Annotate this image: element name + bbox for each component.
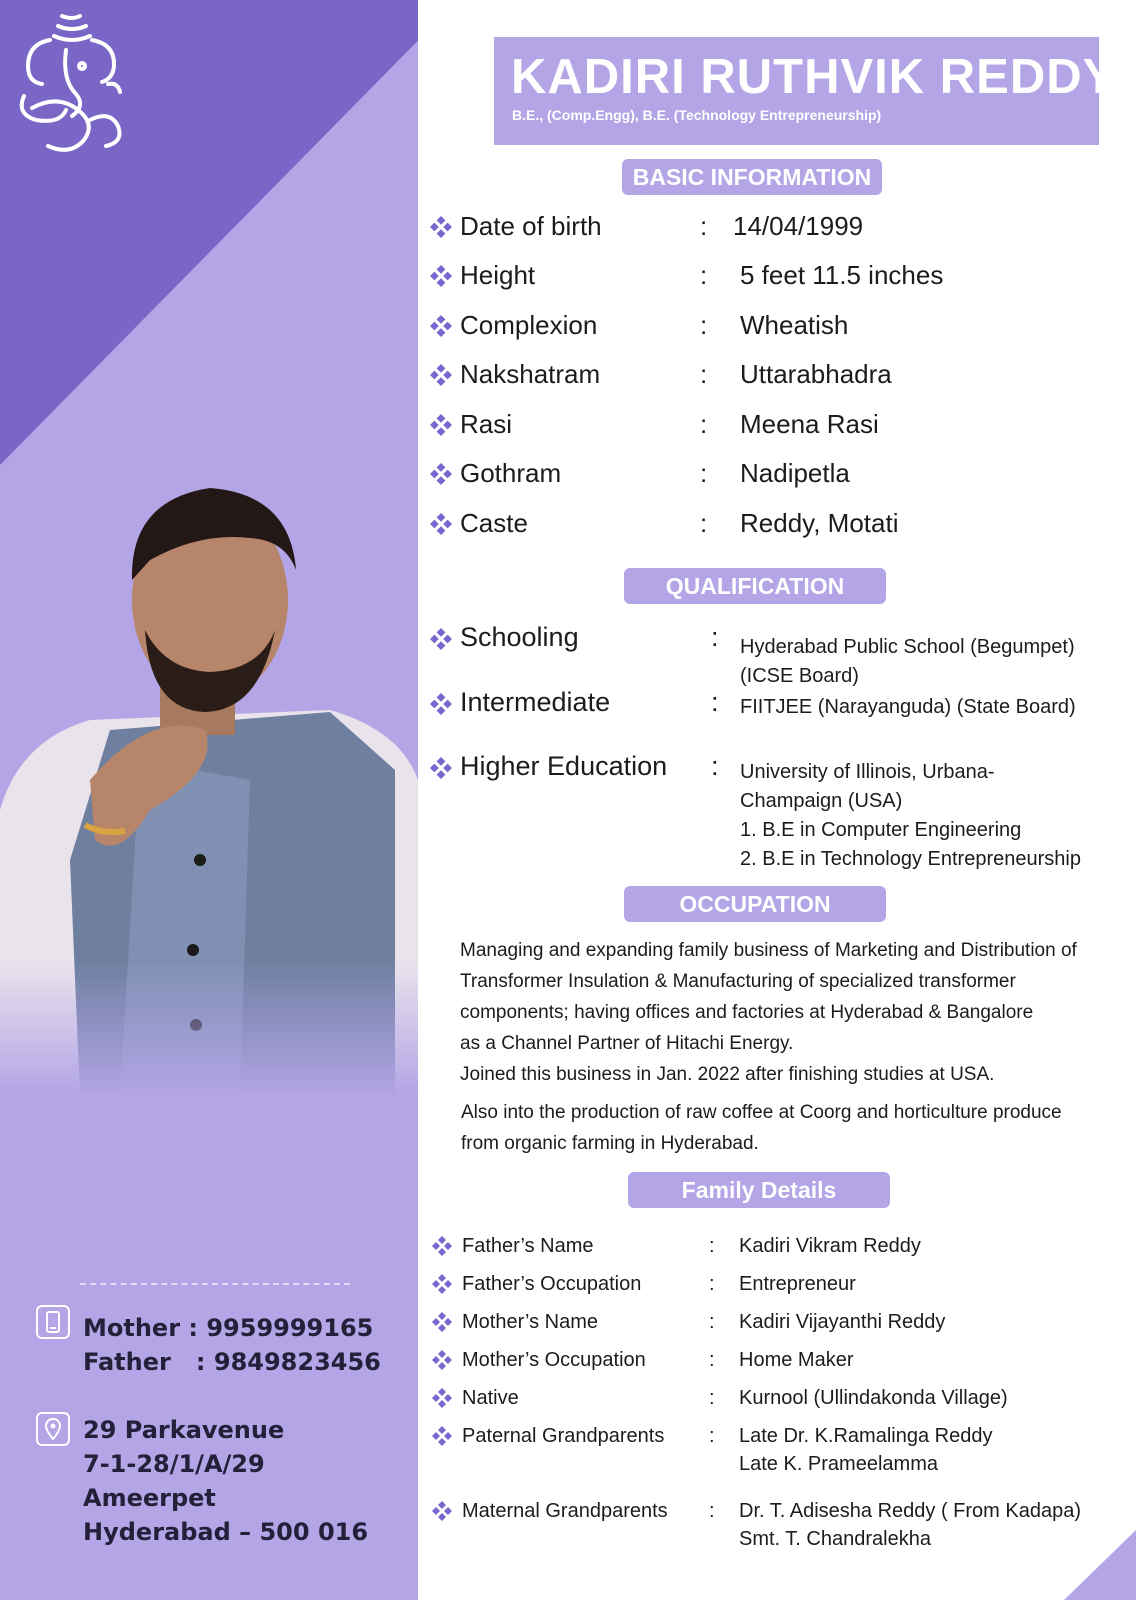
family-row-value: Dr. T. Adisesha Reddy ( From Kadapa) xyxy=(739,1500,1082,1522)
family-row-bullet xyxy=(432,1388,452,1413)
family-row-bullet xyxy=(432,1426,452,1451)
basic-row-label: Rasi xyxy=(460,409,513,439)
basic-row-colon: : xyxy=(700,508,708,538)
basic-row-bullet xyxy=(430,364,452,391)
basic-row-bullet xyxy=(430,463,452,490)
basic-row-value: 5 feet 11.5 inches xyxy=(740,260,944,290)
portrait-photo xyxy=(0,480,418,1095)
candidate-name: KADIRI RUTHVIK REDDY xyxy=(511,50,1117,104)
qualification-row-label: Intermediate xyxy=(460,687,611,717)
family-row-bullet xyxy=(432,1312,452,1337)
diamond-bullet-icon xyxy=(432,1312,452,1332)
diamond-bullet-icon xyxy=(430,693,452,715)
family-row-label: Mother’s Occupation xyxy=(462,1349,646,1371)
qualification-row-bullet xyxy=(430,693,452,720)
qualification-row-colon: : xyxy=(711,622,719,652)
family-row-colon: : xyxy=(709,1273,715,1295)
corner-triangle xyxy=(1064,1530,1136,1600)
basic-row-bullet xyxy=(430,265,452,292)
family-row-colon: : xyxy=(709,1425,715,1447)
diamond-bullet-icon xyxy=(432,1236,452,1256)
address-line-2: 7-1-28/1/A/29 xyxy=(83,1450,265,1478)
family-row-label: Father’s Name xyxy=(462,1235,594,1257)
family-row-value: Kadiri Vikram Reddy xyxy=(739,1235,921,1257)
diamond-bullet-icon xyxy=(430,414,452,436)
mobile-phone-icon xyxy=(36,1305,70,1339)
candidate-degrees: B.E., (Comp.Engg), B.E. (Technology Entrepreneurship) xyxy=(512,107,882,123)
family-row-bullet xyxy=(432,1274,452,1299)
family-row-value: Home Maker xyxy=(739,1349,854,1371)
qualification-row-colon: : xyxy=(711,687,719,717)
qualification-row-bullet xyxy=(430,628,452,655)
father-phone: Father : 9849823456 xyxy=(83,1348,381,1376)
diamond-bullet-icon xyxy=(430,364,452,386)
occupation-line: components; having offices and factories at Hyderabad & Bangalore xyxy=(460,1002,1034,1023)
basic-row-colon: : xyxy=(700,211,708,241)
basic-row-bullet xyxy=(430,513,452,540)
occupation-line: as a Channel Partner of Hitachi Energy. xyxy=(460,1033,794,1054)
basic-row-label: Date of birth xyxy=(460,211,602,241)
family-row-bullet xyxy=(432,1501,452,1526)
basic-row-value: 14/04/1999 xyxy=(733,211,864,241)
family-row-label: Father’s Occupation xyxy=(462,1273,642,1295)
occupation-title: OCCUPATION xyxy=(624,886,886,922)
basic-row-label: Caste xyxy=(460,508,528,538)
diamond-bullet-icon xyxy=(430,628,452,650)
qualification-row-label: Higher Education xyxy=(460,751,668,781)
qualification-row-value: Champaign (USA) xyxy=(740,790,903,812)
family-row-value: Smt. T. Chandralekha xyxy=(739,1528,931,1550)
family-row-label: Native xyxy=(462,1387,519,1409)
occupation-line: Managing and expanding family business of Marketing and Distribution of xyxy=(460,940,1077,961)
basic-row-colon: : xyxy=(700,310,708,340)
occupation-line: Joined this business in Jan. 2022 after finishing studies at USA. xyxy=(460,1064,995,1085)
family-row-value: Kurnool (Ullindakonda Village) xyxy=(739,1387,1008,1409)
diamond-bullet-icon xyxy=(430,265,452,287)
diamond-bullet-icon xyxy=(430,463,452,485)
qualification-title: QUALIFICATION xyxy=(624,568,886,604)
basic-row-value: Meena Rasi xyxy=(740,409,879,439)
family-row-label: Mother’s Name xyxy=(462,1311,598,1333)
basic-row-bullet xyxy=(430,315,452,342)
family-row-bullet xyxy=(432,1236,452,1261)
family-row-value: Late K. Prameelamma xyxy=(739,1453,938,1475)
qualification-row-value: (ICSE Board) xyxy=(740,665,859,687)
basic-row-colon: : xyxy=(700,359,708,389)
basic-row-bullet xyxy=(430,216,452,243)
diamond-bullet-icon xyxy=(432,1501,452,1521)
address-line-3: Ameerpet xyxy=(83,1484,216,1512)
occupation-line: Transformer Insulation & Manufacturing of specialized transformer xyxy=(460,971,1016,992)
basic-row-value: Reddy, Motati xyxy=(740,508,899,538)
basic-row-label: Nakshatram xyxy=(460,359,601,389)
qualification-row-value: University of Illinois, Urbana- xyxy=(740,761,995,783)
qualification-row-colon: : xyxy=(711,751,719,781)
basic-information-title: BASIC INFORMATION xyxy=(622,159,882,195)
basic-row-bullet xyxy=(430,414,452,441)
diamond-bullet-icon xyxy=(432,1350,452,1370)
diamond-bullet-icon xyxy=(430,513,452,535)
left-panel xyxy=(0,0,418,1600)
diamond-bullet-icon xyxy=(432,1426,452,1446)
mother-phone: Mother : 9959999165 xyxy=(83,1314,374,1342)
family-row-bullet xyxy=(432,1350,452,1375)
family-row-colon: : xyxy=(709,1387,715,1409)
diamond-bullet-icon xyxy=(430,216,452,238)
family-row-label: Maternal Grandparents xyxy=(462,1500,668,1522)
basic-row-label: Complexion xyxy=(460,310,598,340)
divider xyxy=(80,1283,350,1285)
qualification-row-value: 1. B.E in Computer Engineering xyxy=(740,819,1022,841)
family-row-value: Kadiri Vijayanthi Reddy xyxy=(739,1311,946,1333)
family-details-title: Family Details xyxy=(628,1172,890,1208)
occupation-line: Also into the production of raw coffee at Coorg and horticulture produce xyxy=(461,1102,1062,1123)
name-header xyxy=(494,37,1117,145)
family-row-colon: : xyxy=(709,1311,715,1333)
address-line-1: 29 Parkavenue xyxy=(83,1416,285,1444)
qualification-row-value: 2. B.E in Technology Entrepreneurship xyxy=(740,848,1081,870)
family-row-colon: : xyxy=(709,1500,715,1522)
basic-row-label: Height xyxy=(460,260,536,290)
qualification-row-value: Hyderabad Public School (Begumpet) xyxy=(740,636,1075,658)
basic-row-value: Nadipetla xyxy=(740,458,850,488)
family-row-value: Late Dr. K.Ramalinga Reddy xyxy=(739,1425,993,1447)
family-row-colon: : xyxy=(709,1349,715,1371)
family-row-value: Entrepreneur xyxy=(739,1273,856,1295)
basic-row-colon: : xyxy=(700,260,708,290)
ganesha-om-logo-icon xyxy=(10,10,125,155)
qualification-row-label: Schooling xyxy=(460,622,579,652)
diamond-bullet-icon xyxy=(432,1388,452,1408)
family-row-colon: : xyxy=(709,1235,715,1257)
diamond-bullet-icon xyxy=(430,315,452,337)
address-line-4: Hyderabad – 500 016 xyxy=(83,1518,369,1546)
basic-row-value: Uttarabhadra xyxy=(740,359,892,389)
basic-row-value: Wheatish xyxy=(740,310,849,340)
basic-row-colon: : xyxy=(700,409,708,439)
location-pin-icon xyxy=(36,1412,70,1446)
family-row-label: Paternal Grandparents xyxy=(462,1425,665,1447)
qualification-row-value: FIITJEE (Narayanguda) (State Board) xyxy=(740,696,1076,718)
diamond-bullet-icon xyxy=(432,1274,452,1294)
diamond-bullet-icon xyxy=(430,757,452,779)
qualification-row-bullet xyxy=(430,757,452,784)
basic-row-colon: : xyxy=(700,458,708,488)
basic-row-label: Gothram xyxy=(460,458,562,488)
occupation-line: from organic farming in Hyderabad. xyxy=(461,1133,759,1154)
